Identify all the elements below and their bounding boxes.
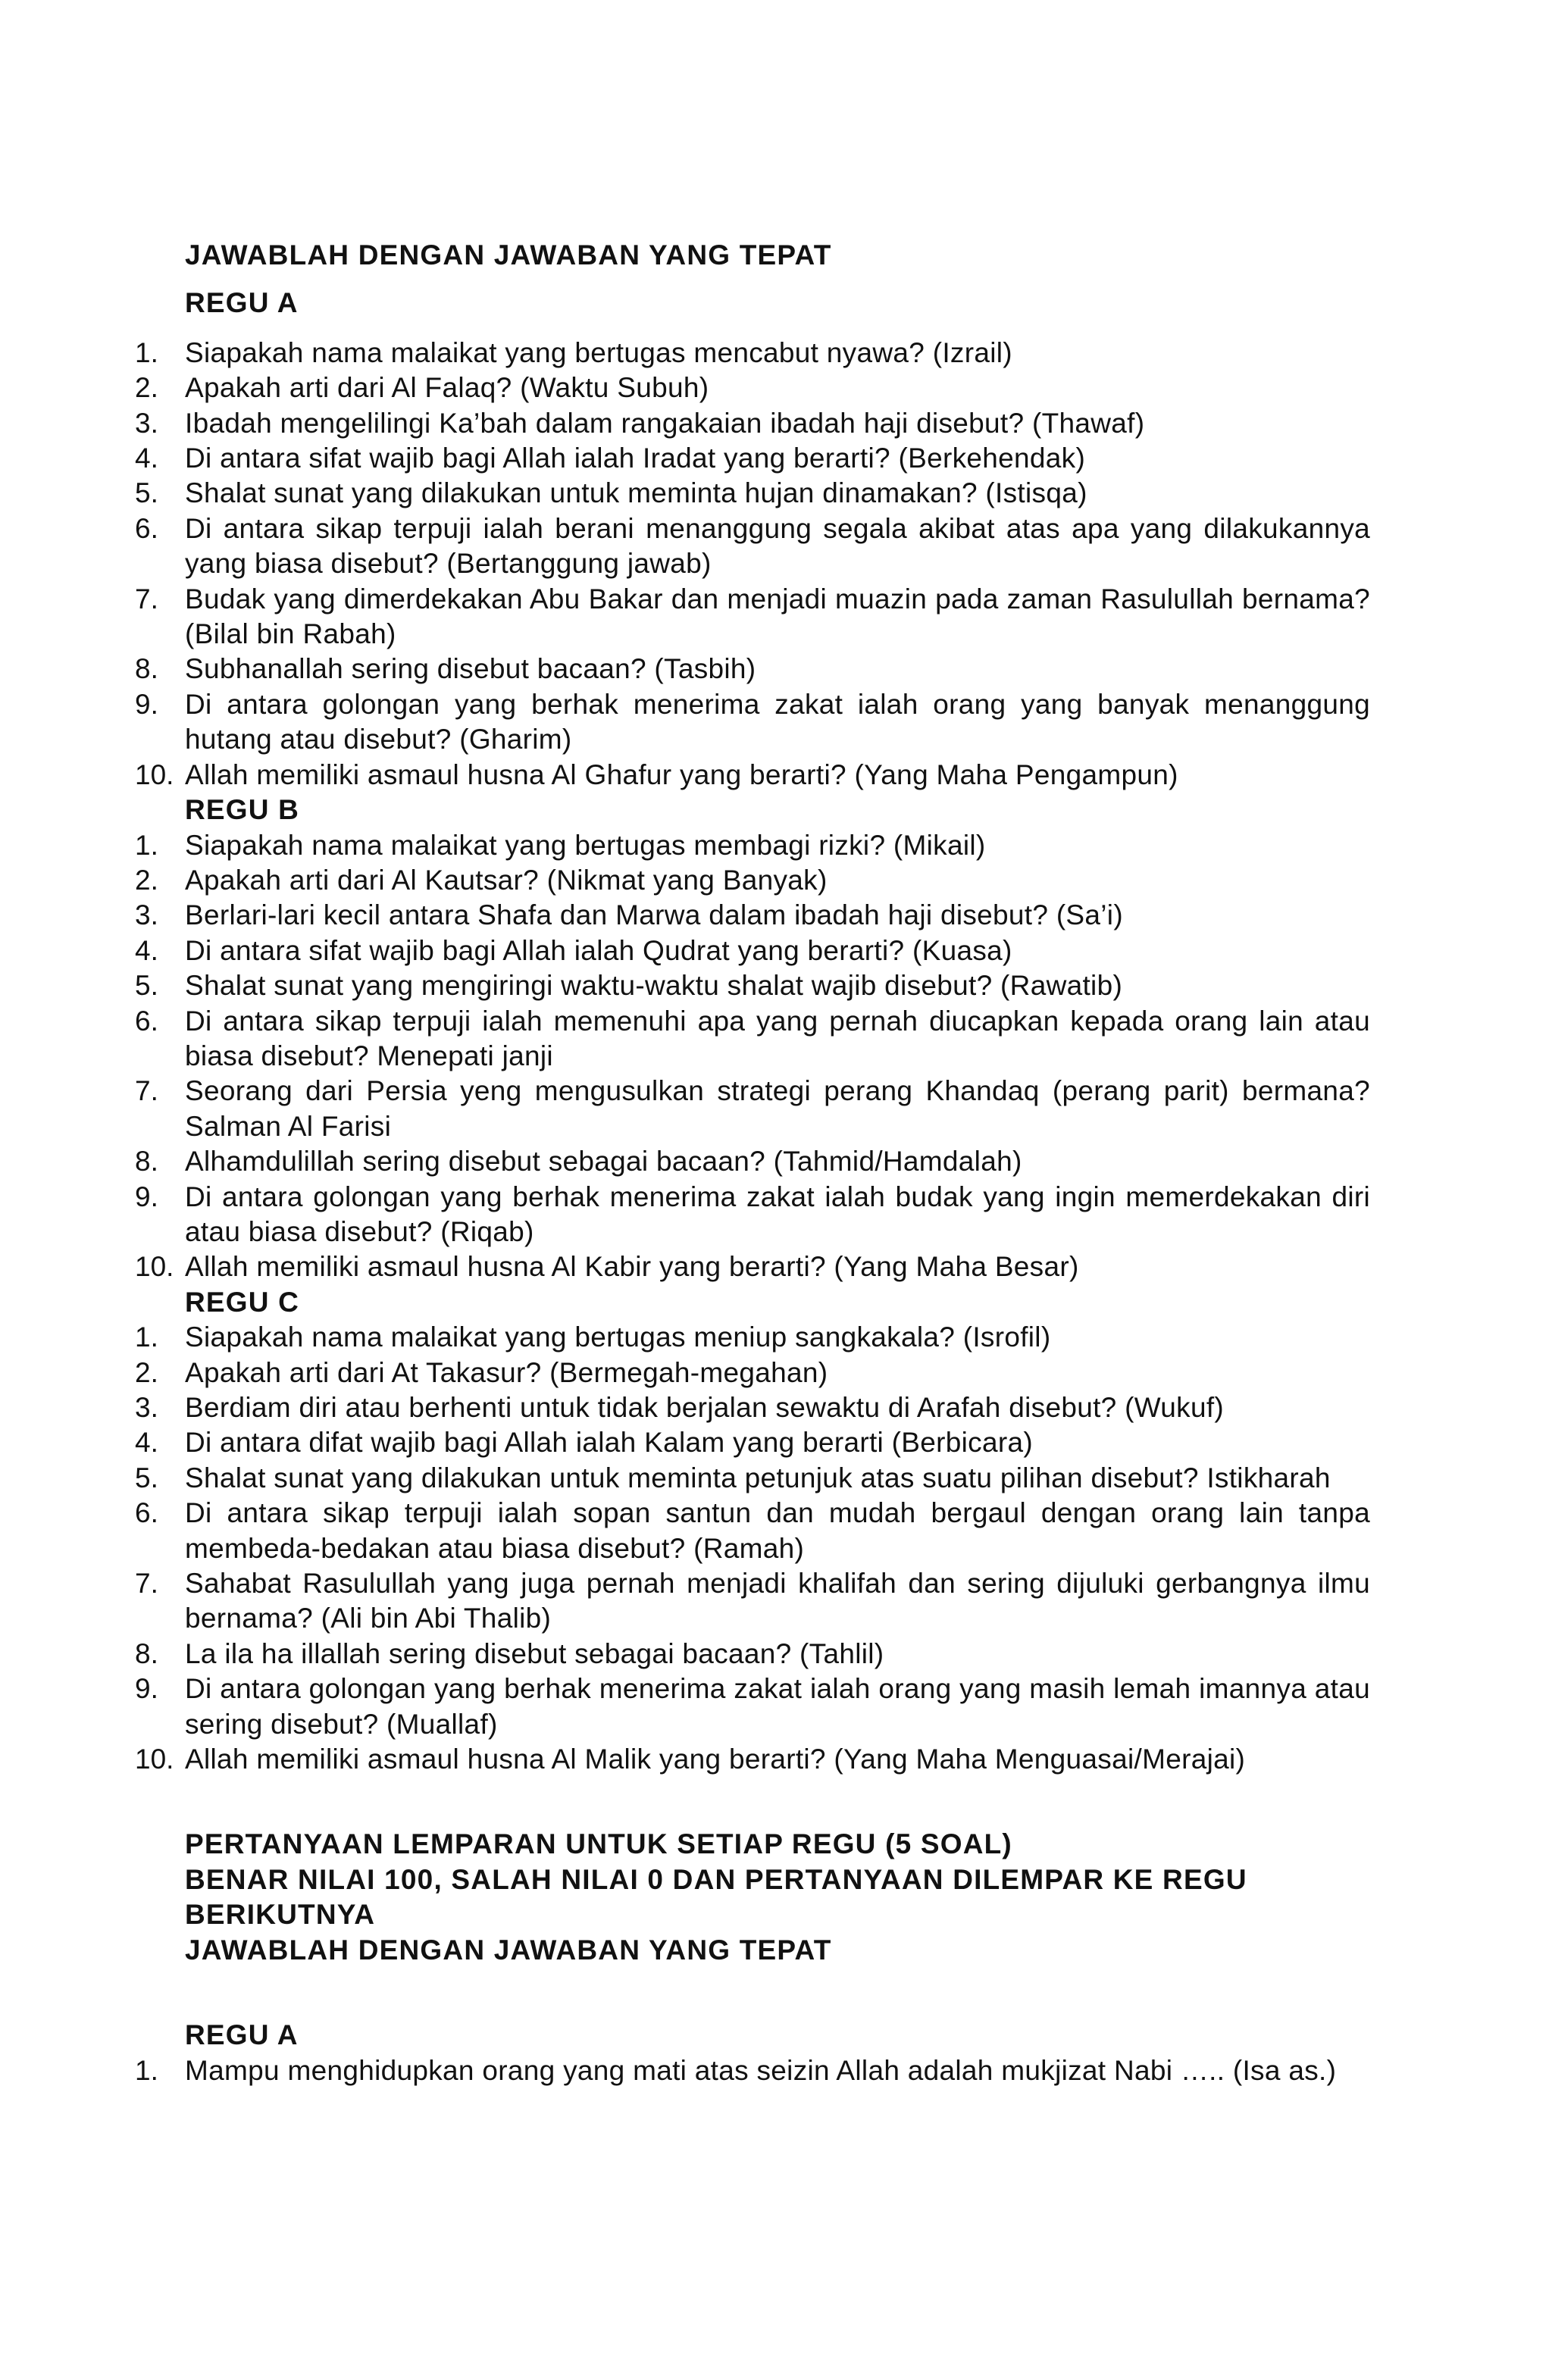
list-item: [135, 2053, 1370, 2088]
question-number: 5.: [135, 477, 158, 509]
question-text: Siapakah nama malaikat yang bertugas mencabut nyawa? (Izrail): [185, 336, 1012, 368]
question-text: Di antara golongan yang berhak menerima zakat ialah orang yang masih lemah imannya atau sering disebut? (Muallaf): [185, 1673, 1370, 1740]
list-item: [135, 758, 1370, 793]
question-number: 4.: [135, 934, 158, 966]
question-text: Berdiam diri atau berhenti untuk tidak berjalan sewaktu di Arafah disebut? (Wukuf): [185, 1392, 1225, 1423]
question-text: Apakah arti dari Al Falaq? (Waktu Subuh): [185, 372, 709, 404]
list-item: [135, 1144, 1370, 1179]
list-item: [135, 1356, 1370, 1390]
question-number: 4.: [135, 1427, 158, 1459]
question-number: 7.: [135, 1568, 158, 1600]
question-number: 5.: [135, 970, 158, 1002]
section2-regu-a-heading: REGU A: [185, 2019, 299, 2051]
regu-b-heading: REGU B: [185, 794, 300, 826]
question-number: 1.: [135, 829, 158, 861]
list-item: [135, 1496, 1370, 1566]
question-number: 2.: [135, 864, 158, 896]
question-number: 7.: [135, 583, 158, 615]
question-text: Apakah arti dari At Takasur? (Bermegah-megahan): [185, 1356, 828, 1388]
question-text: Mampu menghidupkan orang yang mati atas seizin Allah adalah mukjizat Nabi ….. (Isa as.): [185, 2054, 1337, 2086]
question-text: Di antara sikap terpuji ialah memenuhi apa yang pernah diucapkan kepada orang lain atau biasa disebut? Menepati janji: [185, 1005, 1370, 1071]
question-number: 10.: [135, 1744, 174, 1775]
list-item: [135, 687, 1370, 758]
list-item: [135, 511, 1370, 582]
section2-rule-heading: BENAR NILAI 100, SALAH NILAI 0 DAN PERTANYAAN DILEMPAR KE REGU BERIKUTNYA: [185, 1863, 1247, 1931]
list-item: [135, 441, 1370, 476]
question-text: Allah memiliki asmaul husna Al Ghafur yang berarti? (Yang Maha Pengampun): [185, 758, 1178, 790]
list-item: [135, 652, 1370, 686]
question-text: Allah memiliki asmaul husna Al Malik yang berarti? (Yang Maha Menguasai/Merajai): [185, 1744, 1246, 1775]
question-number: 3.: [135, 1392, 158, 1423]
question-number: 8.: [135, 1146, 158, 1177]
question-text: Apakah arti dari Al Kautsar? (Nikmat yang Banyak): [185, 864, 828, 896]
question-text: Siapakah nama malaikat yang bertugas meniup sangkakala? (Isrofil): [185, 1321, 1051, 1353]
question-text: Di antara golongan yang berhak menerima zakat ialah budak yang ingin memerdekakan diri atau biasa disebut? (Riqab): [185, 1181, 1370, 1247]
question-text: Sahabat Rasulullah yang juga pernah menjadi khalifah dan sering dijuluki gerbangnya ilmu bernama? (Ali bin Abi Thalib): [185, 1568, 1370, 1634]
question-number: 6.: [135, 1005, 158, 1037]
question-number: 8.: [135, 653, 158, 685]
question-number: 9.: [135, 688, 158, 720]
question-number: 8.: [135, 1637, 158, 1669]
question-text: La ila ha illallah sering disebut sebagai bacaan? (Tahlil): [185, 1637, 884, 1669]
list-item: [135, 336, 1370, 371]
regu-c-heading: REGU C: [185, 1286, 300, 1318]
question-number: 2.: [135, 372, 158, 404]
question-text: Shalat sunat yang dilakukan untuk meminta hujan dinamakan? (Istisqa): [185, 477, 1087, 509]
question-text: Di antara sikap terpuji ialah berani menanggung segala akibat atas apa yang dilakukannya yang biasa disebut? (Bertanggung jawab): [185, 512, 1370, 580]
list-item: [135, 968, 1370, 1003]
question-number: 5.: [135, 1462, 158, 1493]
list-item: [135, 934, 1370, 968]
question-text: Alhamdulillah sering disebut sebagai bacaan? (Tahmid/Hamdalah): [185, 1146, 1022, 1177]
list-item: [135, 371, 1370, 405]
question-number: 4.: [135, 443, 158, 474]
list-item: [135, 828, 1370, 863]
question-text: Di antara sifat wajib bagi Allah ialah Qudrat yang berarti? (Kuasa): [185, 934, 1012, 966]
question-text: Di antara difat wajib bagi Allah ialah Kalam yang berarti (Berbicara): [185, 1427, 1033, 1459]
list-item: [135, 1742, 1370, 1777]
regu-a-question-list: [135, 336, 1370, 793]
list-item: [135, 1425, 1370, 1460]
question-number: 9.: [135, 1673, 158, 1705]
list-item: [135, 476, 1370, 511]
question-text: Siapakah nama malaikat yang bertugas membagi rizki? (Mikail): [185, 829, 986, 861]
section2-instruction-heading: JAWABLAH DENGAN JAWABAN YANG TEPAT: [185, 1934, 832, 1966]
list-item: [135, 1566, 1370, 1637]
question-number: 3.: [135, 407, 158, 439]
regu-a-heading: REGU A: [185, 287, 299, 319]
question-number: 1.: [135, 1321, 158, 1353]
question-text: Shalat sunat yang dilakukan untuk meminta petunjuk atas suatu pilihan disebut? Istikharah: [185, 1462, 1331, 1493]
regu-c-question-list: [135, 1320, 1370, 1777]
question-number: 6.: [135, 1497, 158, 1529]
section2-title-heading: PERTANYAAN LEMPARAN UNTUK SETIAP REGU (5 SOAL): [185, 1828, 1012, 1860]
question-text: Ibadah mengelilingi Ka’bah dalam rangakaian ibadah haji disebut? (Thawaf): [185, 407, 1145, 439]
question-text: Berlari-lari kecil antara Shafa dan Marwa dalam ibadah haji disebut? (Sa’i): [185, 899, 1123, 931]
question-text: Subhanallah sering disebut bacaan? (Tasbih): [185, 653, 756, 685]
main-instruction-heading: JAWABLAH DENGAN JAWABAN YANG TEPAT: [185, 239, 832, 271]
list-item: [135, 1320, 1370, 1355]
list-item: [135, 1390, 1370, 1425]
list-item: [135, 1074, 1370, 1144]
question-number: 10.: [135, 1251, 174, 1283]
list-item: [135, 1249, 1370, 1284]
question-number: 3.: [135, 899, 158, 931]
question-text: Shalat sunat yang mengiringi waktu-waktu shalat wajib disebut? (Rawatib): [185, 970, 1123, 1002]
question-number: 6.: [135, 512, 158, 544]
list-item: [135, 1180, 1370, 1250]
regu-b-question-list: [135, 828, 1370, 1285]
list-item: [135, 898, 1370, 933]
question-text: Budak yang dimerdekakan Abu Bakar dan menjadi muazin pada zaman Rasulullah bernama? (Bilal bin Rabah): [185, 583, 1370, 650]
list-item: [135, 1461, 1370, 1496]
question-text: Seorang dari Persia yeng mengusulkan strategi perang Khandaq (perang parit) bermana? Salman Al Farisi: [185, 1075, 1370, 1142]
list-item: [135, 1004, 1370, 1074]
list-item: [135, 406, 1370, 441]
question-number: 10.: [135, 758, 174, 790]
question-number: 7.: [135, 1075, 158, 1107]
question-number: 2.: [135, 1356, 158, 1388]
question-text: Di antara sikap terpuji ialah sopan santun dan mudah bergaul dengan orang lain tanpa membeda-bedakan atau biasa disebut? (Ramah): [185, 1497, 1370, 1564]
question-text: Di antara sifat wajib bagi Allah ialah Iradat yang berarti? (Berkehendak): [185, 443, 1086, 474]
document-content: [135, 238, 1370, 2088]
question-text: Allah memiliki asmaul husna Al Kabir yang berarti? (Yang Maha Besar): [185, 1251, 1079, 1283]
question-number: 1.: [135, 336, 158, 368]
question-number: 1.: [135, 2054, 158, 2086]
list-item: [135, 863, 1370, 898]
list-item: [135, 1637, 1370, 1672]
list-item: [135, 582, 1370, 652]
section2-regu-a-question-list: [135, 2053, 1370, 2088]
question-number: 9.: [135, 1181, 158, 1212]
list-item: [135, 1672, 1370, 1742]
question-text: Di antara golongan yang berhak menerima zakat ialah orang yang banyak menanggung hutang atau disebut? (Gharim): [185, 688, 1370, 755]
